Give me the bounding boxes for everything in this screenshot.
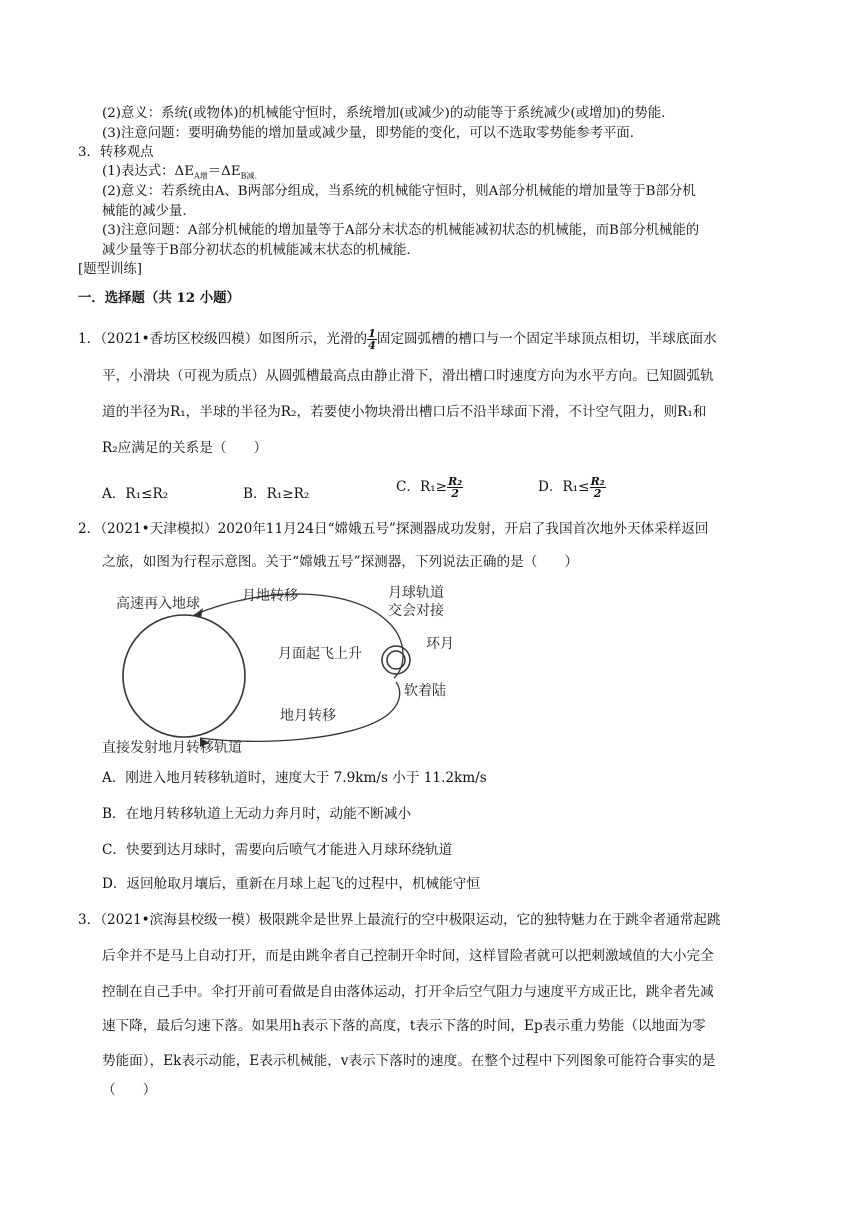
label-reentry: 高速再入地球 <box>116 596 200 612</box>
expr-text: (1)表达式：ΔE <box>102 164 194 179</box>
earth-circle <box>123 615 245 737</box>
r2-half-fraction <box>590 476 606 499</box>
q2-line1: 2．（2021•天津模拟）2020年11月24日“嫦娥五号”探测器成功发射，开启了我国首次地外天体采样返回 <box>78 521 709 537</box>
q1-option-c-text: C．R₁≥ <box>396 479 448 495</box>
q3-line2: 后伞并不是马上自动打开，而是由跳伞者自己控制开伞时间，这样冒险者就可以把刺激域值的大小完全 <box>102 948 714 964</box>
q2-option-b[interactable]: B．在地月转移轨道上无动力奔月时，动能不断减小 <box>102 806 412 822</box>
q1-line1 <box>78 328 717 351</box>
q1-option-b[interactable]: B．R₁≥R₂ <box>243 486 310 502</box>
intro-line-note2-cont: 减少量等于B部分初状态的机械能减末状态的机械能. <box>102 243 411 258</box>
q3-line3: 控制在自己手中。伞打开前可看做是自由落体运动，打开伞后空气阻力与速度平方成正比，跳伞者先减 <box>102 984 714 1000</box>
label-lunar-orbit: 环月 <box>426 636 454 652</box>
frac-num: 1 <box>368 327 376 340</box>
intro-line-note2: (3)注意问题：A部分机械能的增加量等于A部分末状态的机械能减初状态的机械能，而B部分机械能的 <box>102 223 700 238</box>
q1-line2: 平，小滑块（可视为质点）从圆弧槽最高点由静止滑下，滑出槽口时速度方向为水平方向。已知圆弧轨 <box>102 368 714 384</box>
q1-line4: R₂应满足的关系是（ ） <box>102 440 268 456</box>
label-direct-launch: 直接发射地月转移轨道 <box>102 740 242 756</box>
q1-text-b: 固定圆弧槽的槽口与一个固定半球顶点相切，半球底面水 <box>376 331 717 347</box>
frac-num: R₂ <box>590 475 605 488</box>
q1-option-c[interactable] <box>396 475 463 499</box>
label-soft-landing: 软着陆 <box>404 683 446 699</box>
q1-option-d-text: D．R₁≤ <box>538 479 590 495</box>
q1-line3: 道的半径为R₁，半球的半径为R₂，若要使小物块滑出槽口后不沿半球面下滑，不计空气阻力，则R₁和 <box>102 404 707 420</box>
training-heading: [题型训练] <box>78 262 143 277</box>
label-docking-1: 月球轨道 <box>388 585 444 601</box>
q1-option-a[interactable]: A．R₁≤R₂ <box>102 486 169 502</box>
expr-mid: ＝ΔE <box>207 164 241 179</box>
intro-line-meaning: (2)意义：系统(或物体)的机械能守恒时，系统增加(或减少)的动能等于系统减少(或增加)的势能. <box>102 106 666 121</box>
intro-line-note: (3)注意问题：要明确势能的增加量或减少量，即势能的变化，可以不选取零势能参考平面. <box>102 126 635 141</box>
r2-half-fraction <box>447 476 463 499</box>
q2-option-a[interactable]: A．刚进入地月转移轨道时，速度大于 7.9km/s 小于 11.2km/s <box>102 770 487 786</box>
label-earth-moon-transfer: 地月转移 <box>280 708 336 724</box>
q2-line2: 之旅，如图为行程示意图。关于“嫦娥五号”探测器，下列说法正确的是（ ） <box>102 554 579 570</box>
frac-den: 4 <box>368 339 376 352</box>
moon-orbit-outer <box>382 646 410 674</box>
label-docking-2: 交会对接 <box>388 603 444 619</box>
q2-option-c[interactable]: C．快要到达月球时，需要向后喷气才能进入月球环绕轨道 <box>102 842 453 858</box>
expr-sub-a: A增 <box>193 171 208 181</box>
moon-earth-orbit-upper <box>194 594 403 678</box>
section-title: 一．选择题（共 12 小题） <box>78 290 240 306</box>
intro-heading-transfer: 3．转移观点 <box>78 145 154 160</box>
frac-den: 2 <box>593 487 602 500</box>
intro-line-meaning2: (2)意义：若系统由A、B两部分组成，当系统的机械能守恒时，则A部分机械能的增加量等于B部分机 <box>102 184 696 199</box>
q3-line6: （ ） <box>102 1082 157 1098</box>
q1-text-a: 1．（2021•香坊区校级四模）如图所示，光滑的 <box>78 331 368 347</box>
label-liftoff: 月面起飞上升 <box>278 646 362 662</box>
q1-option-d[interactable] <box>538 475 606 499</box>
q3-line5: 势能面），Ek表示动能，E表示机械能，v表示下落时的速度。在整个过程中下列图象可能符合事实的是 <box>102 1053 716 1069</box>
expr-sub-b: B减. <box>240 171 258 181</box>
frac-num: R₂ <box>448 475 463 488</box>
q3-line4: 速下降，最后匀速下落。如果用h表示下落的高度，t表示下落的时间，Ep表示重力势能（以地面为零 <box>102 1018 706 1034</box>
label-moon-earth-transfer: 月地转移 <box>242 588 298 604</box>
intro-line-meaning2-cont: 械能的减少量. <box>102 204 187 219</box>
quarter-fraction <box>367 328 377 351</box>
q3-line1: 3．（2021•滨海县校级一模）极限跳伞是世界上最流行的空中极限运动，它的独特魅力在于跳伞者通常起跳 <box>78 912 721 928</box>
trip-diagram <box>102 578 472 756</box>
frac-den: 2 <box>451 487 459 500</box>
q2-option-d[interactable]: D．返回舱取月壤后，重新在月球上起飞的过程中，机械能守恒 <box>102 876 480 892</box>
